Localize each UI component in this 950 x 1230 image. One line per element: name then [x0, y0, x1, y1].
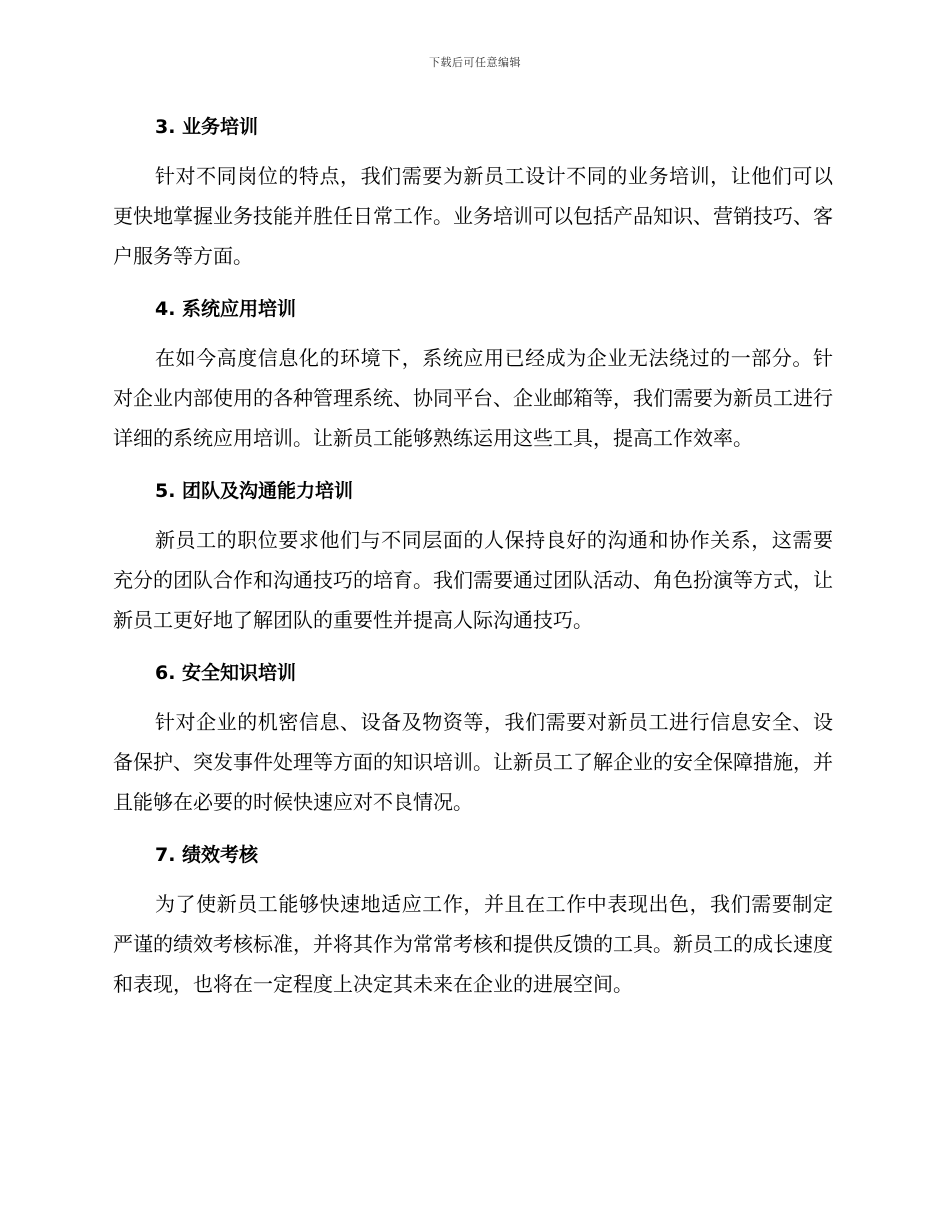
section-paragraph-4: 在如今高度信息化的环境下，系统应用已经成为企业无法绕过的一部分。针对企业内部使用的各种管理系统、协同平台、企业邮箱等，我们需要为新员工进行详细的系统应用培训。让新员工能够熟练运用这些工具，提高工作效率。 [113, 346, 833, 450]
section-heading-5: 5. 团队及沟通能力培训 [155, 480, 354, 502]
section-paragraph-6: 针对企业的机密信息、设备及物资等，我们需要对新员工进行信息安全、设备保护、突发事件处理等方面的知识培训。让新员工了解企业的安全保障措施，并且能够在必要的时候快速应对不良情况。 [113, 710, 833, 814]
section-heading-7: 7. 绩效考核 [155, 844, 259, 866]
section-heading-3: 3. 业务培训 [155, 116, 259, 138]
section-paragraph-3: 针对不同岗位的特点，我们需要为新员工设计不同的业务培训，让他们可以更快地掌握业务技能并胜任日常工作。业务培训可以包括产品知识、营销技巧、客户服务等方面。 [113, 164, 833, 268]
document-body [113, 110, 833, 1020]
section-heading-6: 6. 安全知识培训 [155, 662, 297, 684]
page-header: 下载后可任意编辑 [429, 56, 521, 69]
section-paragraph-7: 为了使新员工能够快速地适应工作，并且在工作中表现出色，我们需要制定严谨的绩效考核标准，并将其作为常常考核和提供反馈的工具。新员工的成长速度和表现，也将在一定程度上决定其未来在企业的进展空间。 [113, 892, 833, 996]
section-heading-4: 4. 系统应用培训 [155, 298, 297, 320]
section-paragraph-5: 新员工的职位要求他们与不同层面的人保持良好的沟通和协作关系，这需要充分的团队合作和沟通技巧的培育。我们需要通过团队活动、角色扮演等方式，让新员工更好地了解团队的重要性并提高人际沟通技巧。 [113, 528, 833, 632]
